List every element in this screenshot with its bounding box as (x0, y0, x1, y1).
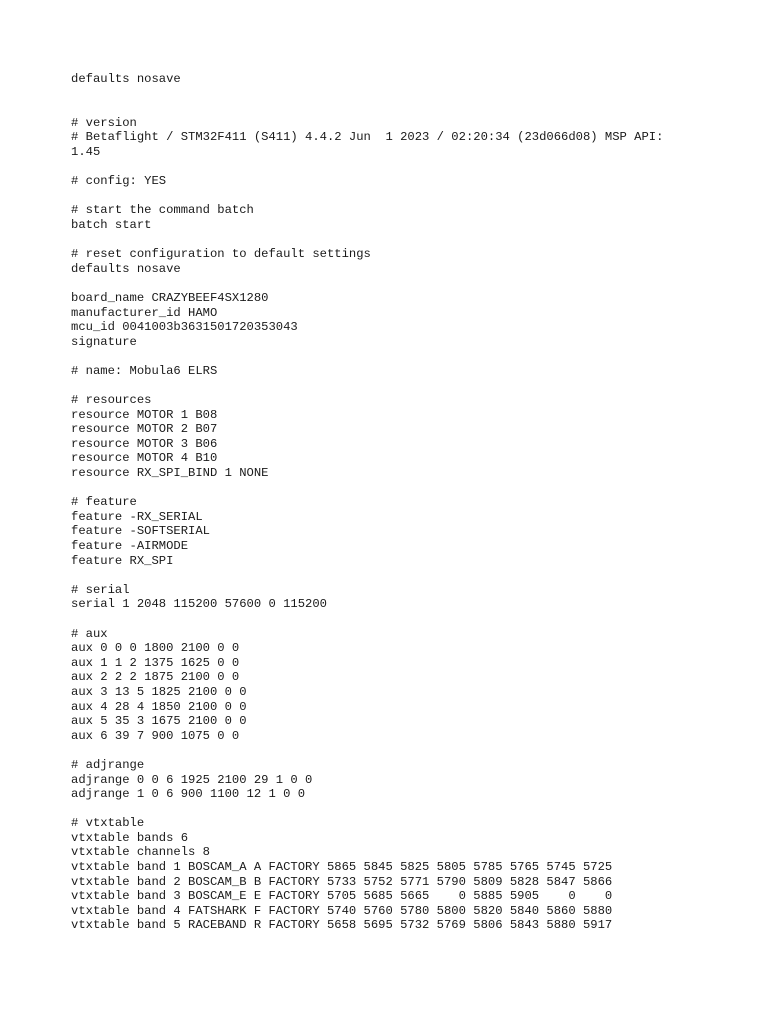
command-line: adjrange 0 0 6 1925 2100 29 1 0 0 (71, 772, 313, 787)
command-line: aux 5 35 3 1675 2100 0 0 (71, 714, 247, 729)
comment-line: # vtxtable (71, 816, 145, 831)
command-line: vtxtable band 2 BOSCAM_B B FACTORY 5733 5752 5771 5790 5809 5828 5847 5866 (71, 874, 613, 889)
command-line: serial 1 2048 115200 57600 0 115200 (71, 597, 327, 612)
blank-line (71, 743, 751, 758)
cli-dump-document (71, 72, 751, 933)
blank-line (71, 160, 751, 175)
blank-line (71, 189, 751, 204)
blank-line (71, 481, 751, 496)
blank-line (71, 276, 751, 291)
command-line: aux 3 13 5 1825 2100 0 0 (71, 684, 247, 699)
command-line: manufacturer_id HAMO (71, 305, 218, 320)
command-line: vtxtable band 1 BOSCAM_A A FACTORY 5865 5845 5825 5805 5785 5765 5745 5725 (71, 860, 613, 875)
command-line: aux 1 1 2 1375 1625 0 0 (71, 655, 240, 670)
comment-line: # serial (71, 582, 130, 597)
blank-line (71, 612, 751, 627)
command-line: feature -AIRMODE (71, 539, 189, 553)
blank-line (71, 802, 751, 817)
command-line: feature -SOFTSERIAL (71, 524, 210, 539)
blank-line (71, 378, 751, 393)
blank-line (71, 87, 751, 102)
blank-line (71, 568, 751, 583)
command-line: mcu_id 0041003b3631501720353043 (71, 320, 298, 335)
command-line: resource RX_SPI_BIND 1 NONE (71, 466, 269, 481)
comment-line: # Betaflight / STM32F411 (S411) 4.4.2 Jun 1 2023 / 02:20:34 (23d066d08) MSP API: (71, 130, 664, 145)
command-line: vtxtable bands 6 (71, 830, 189, 845)
command-line: aux 0 0 0 1800 2100 0 0 (71, 641, 240, 656)
command-line: aux 2 2 2 1875 2100 0 0 (71, 670, 240, 685)
command-line: resource MOTOR 2 B07 (71, 422, 218, 437)
command-line: vtxtable band 4 FATSHARK F FACTORY 5740 5760 5780 5800 5820 5840 5860 5880 (71, 903, 613, 918)
command-line: defaults nosave (71, 261, 181, 276)
command-line: adjrange 1 0 6 900 1100 12 1 0 0 (71, 787, 306, 802)
blank-line (71, 101, 751, 116)
comment-line: # reset configuration to default settings (71, 247, 371, 262)
command-line: signature (71, 334, 137, 349)
comment-line: # adjrange (71, 757, 145, 772)
comment-line: # start the command batch (71, 203, 254, 218)
command-line: defaults nosave (71, 72, 181, 86)
command-line: vtxtable channels 8 (71, 845, 210, 860)
comment-line: # aux (71, 626, 108, 641)
command-line: feature RX_SPI (71, 553, 174, 568)
command-line: aux 6 39 7 900 1075 0 0 (71, 728, 240, 743)
blank-line (71, 233, 751, 248)
comment-line: # resources (71, 393, 152, 408)
command-line: 1.45 (71, 144, 101, 159)
comment-line: # version (71, 115, 137, 130)
command-line: feature -RX_SERIAL (71, 509, 203, 524)
command-line: batch start (71, 217, 152, 232)
command-line: resource MOTOR 3 B06 (71, 436, 218, 451)
command-line: vtxtable band 5 RACEBAND R FACTORY 5658 5695 5732 5769 5806 5843 5880 5917 (71, 918, 613, 933)
command-line: aux 4 28 4 1850 2100 0 0 (71, 699, 247, 714)
comment-line: # name: Mobula6 ELRS (71, 363, 218, 378)
comment-line: # config: YES (71, 174, 167, 189)
command-line: resource MOTOR 4 B10 (71, 451, 218, 466)
comment-line: # feature (71, 495, 137, 510)
command-line: board_name CRAZYBEEF4SX1280 (71, 290, 269, 305)
blank-line (71, 349, 751, 364)
command-line: resource MOTOR 1 B08 (71, 407, 218, 422)
command-line: vtxtable band 3 BOSCAM_E E FACTORY 5705 5685 5665 0 5885 5905 0 0 (71, 889, 613, 904)
